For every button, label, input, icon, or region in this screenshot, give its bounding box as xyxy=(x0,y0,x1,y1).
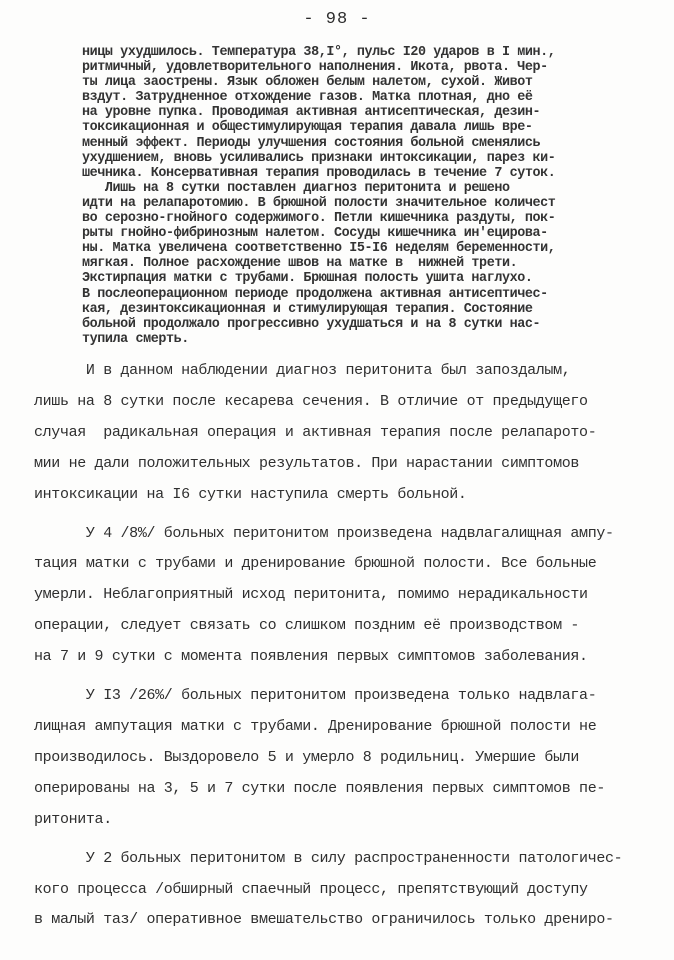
paragraph xyxy=(34,844,654,937)
text-line: У I3 /26%/ больных перитонитом произведена только надвлага- xyxy=(34,687,597,705)
text-line: идти на релапаротомию. В брюшной полости значительное количест xyxy=(82,195,556,211)
paragraph-gap xyxy=(34,511,654,519)
text-line: мягкая. Полное расхождение швов на матке в нижней трети. xyxy=(82,256,518,272)
text-line: на 7 и 9 сутки с момента появления первых симптомов заболевания. xyxy=(34,648,588,666)
text-line: ухудшением, вновь усиливались признаки интоксикации, парез ки- xyxy=(82,150,556,166)
text-line: ницы ухудшилось. Температура 38,I°, пульс I20 ударов в I мин., xyxy=(82,45,556,60)
text-line: вздут. Затрудненное отхождение газов. Матка плотная, дно её xyxy=(82,90,533,106)
text-line: мии не дали положительных результатов. При нарастании симптомов xyxy=(34,454,580,472)
text-line: оперированы на 3, 5 и 7 сутки после появления первых симптомов пе- xyxy=(34,779,605,797)
text-line: на уровне пупка. Проводимая активная антисептическая, дезин- xyxy=(82,105,541,121)
text-line: умерли. Неблагоприятный исход перитонита, помимо нерадикальности xyxy=(34,586,588,604)
text-line: во серозно-гнойного содержимого. Петли кишечника раздуты, пок- xyxy=(82,211,556,227)
text-line: рыты гнойно-фибринозным налетом. Сосуды кишечника ин'ецирова- xyxy=(82,226,548,242)
paragraph-gap xyxy=(34,836,654,844)
text-line: больной продолжало прогрессивно ухудшаться и на 8 сутки нас- xyxy=(82,316,541,332)
text-line: токсикационная и общестимулирующая терапия давала лишь вре- xyxy=(82,120,533,136)
text-line: У 2 больных перитонитом в силу распространенности патологичес- xyxy=(34,849,623,867)
text-line: У 4 /8%/ больных перитонитом произведена надвлагалищная ампу- xyxy=(34,524,614,542)
text-line: тупила смерть. xyxy=(82,331,189,347)
text-line: ритонита. xyxy=(34,810,112,828)
text-line: Лишь на 8 сутки поставлен диагноз перитонита и решено xyxy=(82,180,510,196)
text-line: операции, следует связать со слишком поздним её производством - xyxy=(34,617,580,635)
text-line: кая, дезинтоксикационная и стимулирующая терапия. Состояние xyxy=(82,301,533,317)
paragraph xyxy=(34,681,654,836)
double-spaced-body xyxy=(34,356,654,936)
paragraph-gap xyxy=(34,673,654,681)
text-line: В послеоперационном периоде продолжена активная антисептичес- xyxy=(82,286,548,302)
text-line: тация матки с трубами и дренирование брюшной полости. Все больные xyxy=(34,555,597,573)
page-number: - 98 - xyxy=(303,10,371,29)
text-line: лишь на 8 сутки после кесарева сечения. В отличие от предыдущего xyxy=(34,392,588,410)
text-line: производилось. Выздоровело 5 и умерло 8 родильниц. Умершие были xyxy=(34,748,580,766)
paragraph xyxy=(34,519,654,674)
text-line: в малый таз/ оперативное вмешательство ограничилось только дрениро- xyxy=(34,911,614,929)
single-spaced-block xyxy=(82,45,652,347)
text-line: ритмичный, удовлетворительного наполнения. Икота, рвота. Чер- xyxy=(82,60,548,76)
text-line: ты лица заострены. Язык обложен белым налетом, сухой. Живот xyxy=(82,75,533,91)
text-line: менный эффект. Периоды улучшения состояния больной сменялись xyxy=(82,135,541,151)
text-line: ны. Матка увеличена соответственно I5-I6 неделям беременности, xyxy=(82,241,556,257)
paragraph xyxy=(34,356,654,511)
text-line: интоксикации на I6 сутки наступила смерть больной. xyxy=(34,485,467,503)
text-line: Экстирпация матки с трубами. Брюшная полость ушита наглухо. xyxy=(82,271,533,287)
text-line: случая радикальная операция и активная терапия после релапарото- xyxy=(34,423,597,441)
text-line: кого процесса /обширный спаечный процесс, препятствующий доступу xyxy=(34,880,588,898)
text-line: лищная ампутация матки с трубами. Дренирование брюшной полости не xyxy=(34,717,597,735)
text-line: И в данном наблюдении диагноз перитонита был запоздалым, xyxy=(34,362,571,379)
text-line: шечника. Консервативная терапия проводилась в течение 7 суток. xyxy=(82,165,556,181)
